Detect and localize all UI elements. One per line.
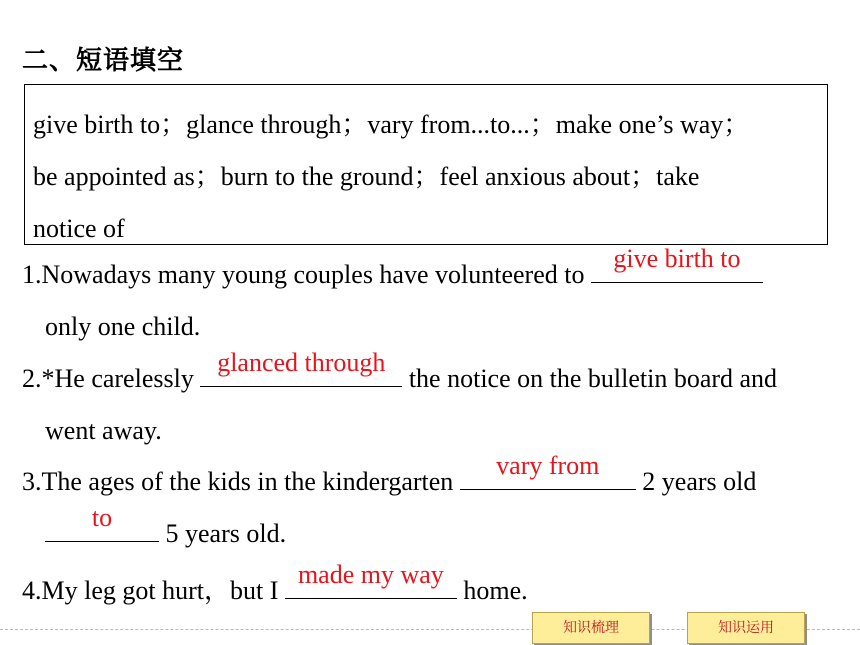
question-text: The ages of the kids in the kindergarten: [41, 467, 460, 496]
answer-blank: [200, 348, 402, 387]
answer-blank: [285, 560, 457, 599]
knowledge-use-button[interactable]: 知识运用: [687, 612, 805, 644]
question-text: *He carelessly: [41, 364, 201, 393]
question-text: the notice on the bulletin board and: [402, 364, 778, 393]
question-number: 2.: [22, 364, 42, 393]
question-1: [22, 244, 763, 290]
question-number: 4.: [22, 576, 42, 605]
question-text: home.: [456, 576, 528, 605]
section-heading: 二、短语填空: [22, 46, 185, 76]
answer-text: to: [91, 503, 113, 532]
question-text: 2 years old: [635, 467, 757, 496]
question-text: 5 years old.: [159, 519, 287, 548]
question-2-continuation: went away.: [45, 416, 162, 445]
question-2: [22, 348, 778, 394]
question-number: 1.: [22, 260, 42, 289]
question-text: Nowadays many young couples have volunteered to: [41, 260, 591, 289]
phrase-line: be appointed as；burn to the ground；feel anxious about；take: [33, 162, 700, 191]
answer-text: vary from: [496, 451, 600, 480]
question-number: 3.: [22, 467, 42, 496]
knowledge-review-button[interactable]: 知识梳理: [532, 612, 650, 644]
answer-text: give birth to: [613, 244, 741, 273]
phrase-line: give birth to；glance through；vary from...to...；make one’s way；: [33, 110, 750, 139]
answer-blank: [591, 244, 763, 283]
answer-text: made my way: [297, 560, 444, 589]
question-3-continuation: [45, 503, 287, 549]
answer-blank: [460, 451, 636, 490]
phrase-line: notice of: [33, 214, 125, 243]
question-3: [22, 451, 757, 497]
question-1-continuation: only one child.: [45, 312, 201, 341]
answer-blank: [45, 503, 159, 542]
question-text: My leg got hurt，but I: [41, 576, 285, 605]
phrase-bank-box: [24, 84, 828, 245]
question-4: [22, 560, 528, 607]
answer-text: glanced through: [217, 348, 386, 377]
